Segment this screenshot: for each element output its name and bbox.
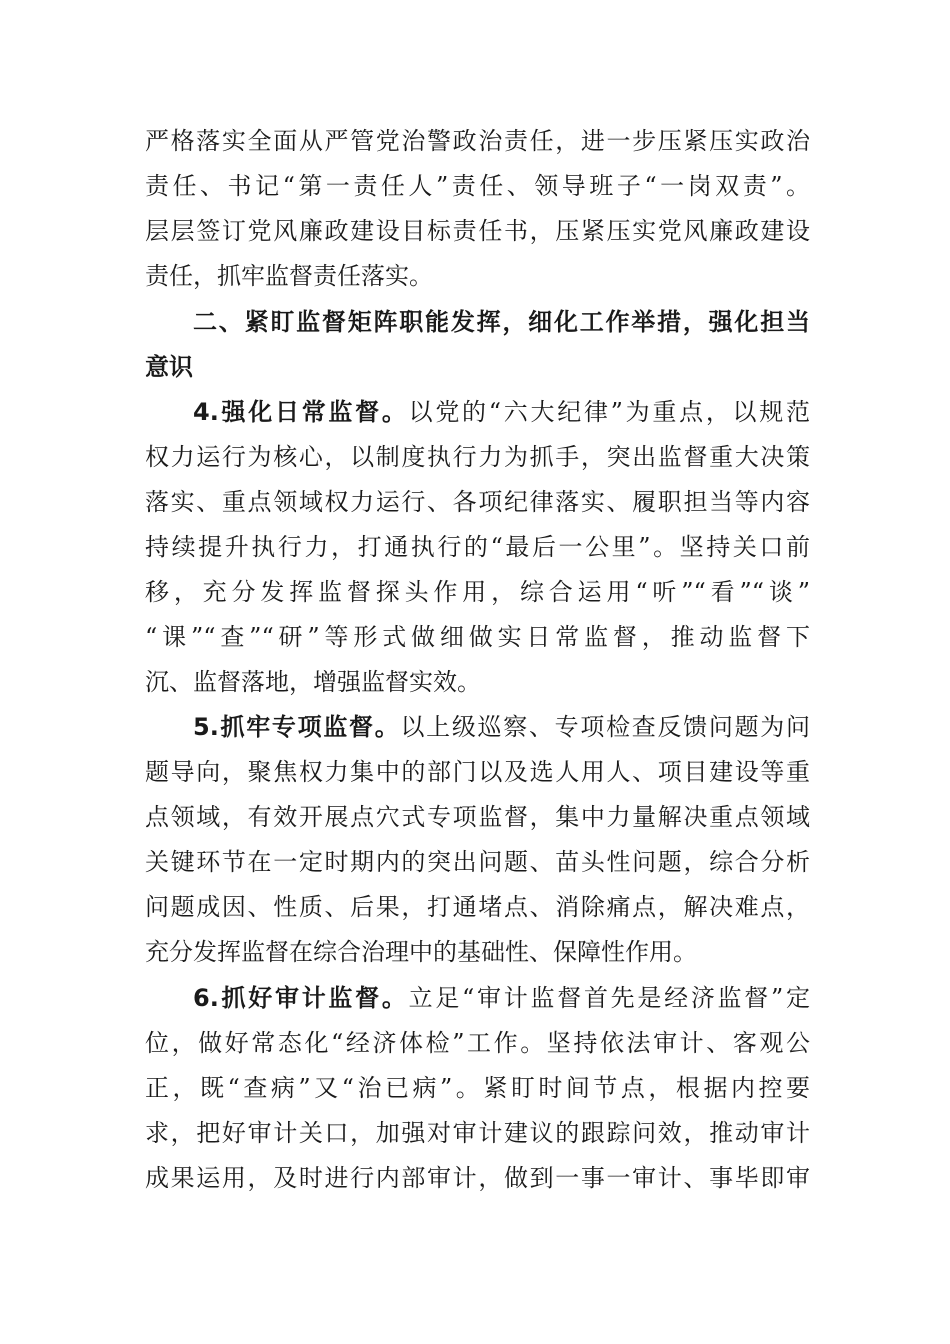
paragraph-line: 求，把好审计关口，加强对审计建议的跟踪问效，推动审计 xyxy=(145,1119,810,1147)
paragraph-line: 严格落实全面从严管党治警政治责任，进一步压紧压实政治 xyxy=(145,127,810,155)
paragraph-line: 移，充分发挥监督探头作用，综合运用“听”“看”“谈” xyxy=(145,578,810,606)
paragraph-line: 责任，抓牢监督责任落实。 xyxy=(145,262,433,290)
paragraph-first-line xyxy=(193,705,810,749)
paragraph-first-line xyxy=(193,390,810,434)
paragraph-line: 落实、重点领域权力运行、各项纪律落实、履职担当等内容 xyxy=(145,488,810,516)
paragraph-line: 位，做好常态化“经济体检”工作。坚持依法审计、客观公 xyxy=(145,1029,810,1057)
paragraph-line: 沉、监督落地，增强监督实效。 xyxy=(145,668,481,696)
paragraph-line: 权力运行为核心，以制度执行力为抓手，突出监督重大决策 xyxy=(145,443,810,471)
paragraph-line: 成果运用，及时进行内部审计，做到一事一审计、事毕即审 xyxy=(145,1164,810,1192)
item-text: 立足“审计监督首先是经济监督”定 xyxy=(408,984,810,1012)
paragraph-line: 点领域，有效开展点穴式专项监督，集中力量解决重点领域 xyxy=(145,803,810,831)
paragraph-line: 关键环节在一定时期内的突出问题、苗头性问题，综合分析 xyxy=(145,848,810,876)
paragraph-line: 题导向，聚焦权力集中的部门以及选人用人、项目建设等重 xyxy=(145,758,810,786)
section-heading-continued: 意识 xyxy=(145,353,193,381)
paragraph-line: 问题成因、性质、后果，打通堵点、消除痛点，解决难点， xyxy=(145,893,810,921)
paragraph-first-line xyxy=(193,976,810,1020)
paragraph-line: 正，既“查病”又“治已病”。紧盯时间节点，根据内控要 xyxy=(145,1074,810,1102)
paragraph-line: 持续提升执行力，打通执行的“最后一公里”。坚持关口前 xyxy=(145,533,810,561)
paragraph-line: 责任、书记“第一责任人”责任、领导班子“一岗双责”。 xyxy=(145,172,810,200)
paragraph-line: 充分发挥监督在综合治理中的基础性、保障性作用。 xyxy=(145,938,697,966)
section-heading: 二、紧盯监督矩阵职能发挥，细化工作举措，强化担当 xyxy=(193,308,810,336)
paragraph-line: “课”“查”“研”等形式做细做实日常监督，推动监督下 xyxy=(145,623,810,651)
item-text: 以党的“六大纪律”为重点，以规范 xyxy=(408,398,810,426)
paragraph-line: 层层签订党风廉政建设目标责任书，压紧压实党风廉政建设 xyxy=(145,217,810,245)
item-text: 以上级巡察、专项检查反馈问题为问 xyxy=(400,713,810,741)
item-title: 4.强化日常监督。 xyxy=(193,398,409,426)
item-title: 5.抓牢专项监督。 xyxy=(193,713,401,741)
item-title: 6.抓好审计监督。 xyxy=(193,984,409,1012)
